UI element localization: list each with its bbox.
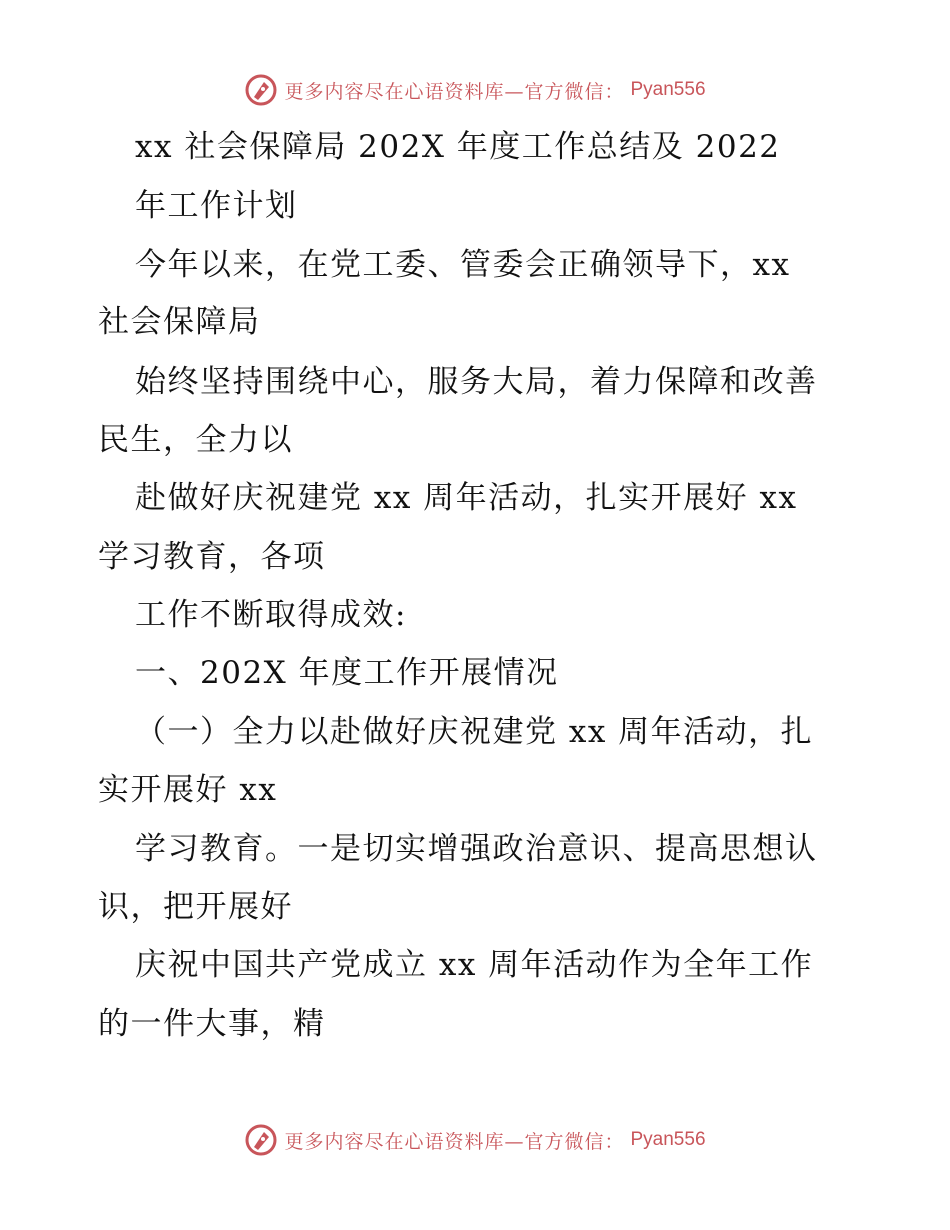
pen-nib-logo-icon	[244, 73, 278, 107]
paragraph-2-line-2: 民生，全力以	[98, 422, 293, 458]
watermark-wechat-id: Pyan556	[630, 1129, 706, 1150]
pen-nib-logo-icon	[244, 1123, 278, 1157]
paragraph-2-line-1: 始终坚持围绕中心，服务大局，着力保障和改善	[135, 364, 818, 400]
paragraph-3-line-1: 赴做好庆祝建党 xx 周年活动，扎实开展好 xx	[135, 480, 798, 516]
document-title-line-1: xx 社会保障局 202X 年度工作总结及 2022	[135, 129, 781, 165]
header-watermark	[0, 70, 950, 110]
section-1-heading: 一、202X 年度工作开展情况	[135, 655, 559, 691]
paragraph-5-line-1: 学习教育。一是切实增强政治意识、提高思想认	[135, 831, 818, 867]
watermark-text: 更多内容尽在心语资料库—官方微信：	[284, 1130, 625, 1153]
paragraph-5-line-2: 识，把开展好	[98, 889, 293, 925]
subsection-1-line-1: （一）全力以赴做好庆祝建党 xx 周年活动，扎	[135, 714, 814, 750]
watermark-wechat-id: Pyan556	[630, 79, 706, 100]
document-title-line-2: 年工作计划	[135, 188, 298, 224]
paragraph-1-line-2: 社会保障局	[98, 304, 261, 340]
paragraph-3-line-2: 学习教育，各项	[98, 539, 326, 575]
paragraph-1-line-1: 今年以来，在党工委、管委会正确领导下，xx	[135, 247, 791, 283]
footer-watermark	[0, 1120, 950, 1160]
paragraph-6-line-2: 的一件大事，精	[98, 1006, 326, 1042]
paragraph-6-line-1: 庆祝中国共产党成立 xx 周年活动作为全年工作	[135, 947, 814, 983]
watermark-text: 更多内容尽在心语资料库—官方微信：	[284, 80, 625, 103]
subsection-1-line-2: 实开展好 xx	[98, 772, 278, 808]
paragraph-4-line-1: 工作不断取得成效:	[135, 597, 407, 633]
